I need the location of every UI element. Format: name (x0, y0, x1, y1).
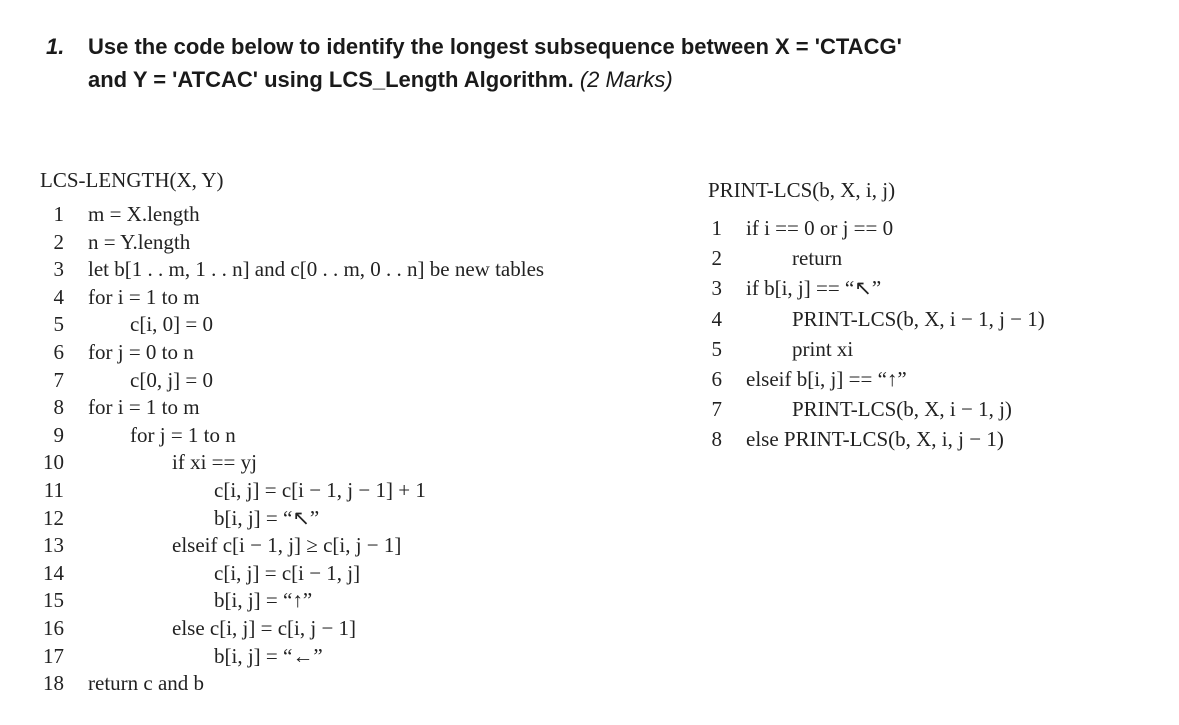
lcs-length-line (40, 257, 600, 285)
line-number: 5 (711, 336, 722, 361)
line-code: b[i, j] = “↖” (214, 505, 320, 530)
line-code: if xi == yj (172, 450, 257, 475)
line-code: elseif c[i − 1, j] ≥ c[i, j − 1] (172, 533, 402, 558)
question-number: 1. (46, 34, 65, 59)
question-line-1: Use the code below to identify the longest subsequence between X = 'CTACG' (88, 34, 902, 59)
question-line-2-text: and Y = 'ATCAC' using LCS_Length Algorithm. (88, 67, 574, 92)
line-code: m = X.length (88, 202, 200, 226)
print-lcs-title: PRINT-LCS(b, X, i, j) (708, 178, 896, 202)
lcs-length-line (40, 616, 600, 644)
line-code: n = Y.length (88, 229, 191, 254)
lcs-length-line (40, 202, 600, 230)
line-code: elseif b[i, j] == “↑” (746, 367, 907, 391)
lcs-length-line (40, 312, 600, 340)
line-code: c[0, j] = 0 (130, 367, 213, 392)
lcs-length-line (40, 671, 600, 699)
line-code: c[i, j] = c[i − 1, j] (214, 560, 361, 585)
lcs-length-title: LCS-LENGTH(X, Y) (40, 168, 224, 192)
print-lcs-line (708, 276, 1148, 304)
line-code: PRINT-LCS(b, X, i − 1, j − 1) (792, 306, 1045, 331)
line-number: 7 (53, 367, 64, 392)
lcs-length-line (40, 395, 600, 423)
line-code: for i = 1 to m (88, 395, 200, 420)
line-code: return (792, 246, 843, 271)
line-code: b[i, j] = “↑” (214, 588, 313, 613)
line-code: if i == 0 or j == 0 (746, 216, 894, 240)
line-number: 1 (711, 216, 722, 240)
line-number: 17 (43, 643, 64, 668)
line-number: 13 (43, 533, 64, 558)
lcs-length-line (40, 588, 600, 616)
line-number: 12 (43, 505, 64, 530)
line-code: PRINT-LCS(b, X, i − 1, j) (792, 397, 1012, 422)
print-lcs-line (708, 337, 1148, 365)
line-number: 8 (711, 427, 722, 452)
line-number: 18 (43, 671, 64, 696)
lcs-length-line (40, 368, 600, 396)
line-number: 6 (53, 340, 64, 364)
line-number: 11 (43, 478, 64, 502)
question-marks: (2 Marks) (579, 67, 673, 92)
line-code: for j = 1 to n (130, 422, 236, 447)
line-code: print xi (792, 336, 854, 361)
print-lcs-line (708, 246, 1148, 274)
line-number: 2 (711, 246, 722, 271)
lcs-length-line (40, 340, 600, 368)
line-code: let b[1 . . m, 1 . . n] and c[0 . . m, 0 . . n] be new tables (88, 257, 545, 282)
line-number: 14 (43, 560, 64, 585)
question-text (88, 30, 902, 96)
line-number: 2 (53, 229, 64, 254)
print-lcs-line (708, 427, 1148, 455)
line-number: 4 (711, 306, 722, 331)
line-number: 4 (53, 284, 64, 309)
lcs-length-line (40, 230, 600, 258)
lcs-length-line (40, 533, 600, 561)
line-number: 7 (711, 397, 722, 422)
line-code: b[i, j] = “←” (214, 643, 323, 668)
lcs-length-algorithm (40, 168, 600, 708)
print-lcs-line (708, 216, 1148, 244)
line-number: 16 (43, 616, 64, 640)
line-number: 3 (711, 276, 722, 301)
line-number: 10 (43, 450, 64, 475)
line-code: else c[i, j] = c[i, j − 1] (172, 616, 357, 640)
print-lcs-line (708, 397, 1148, 425)
line-code: for i = 1 to m (88, 284, 200, 309)
lcs-length-line (40, 561, 600, 589)
line-code: return c and b (88, 671, 205, 696)
line-code: c[i, j] = c[i − 1, j − 1] + 1 (214, 478, 426, 502)
line-code: if b[i, j] == “↖” (746, 276, 882, 301)
line-number: 3 (53, 257, 64, 282)
lcs-length-line (40, 506, 600, 534)
line-number: 8 (53, 395, 64, 420)
print-lcs-algorithm (708, 178, 1148, 478)
lcs-length-line (40, 285, 600, 313)
line-number: 15 (43, 588, 64, 613)
question-line-2 (88, 63, 902, 96)
lcs-length-line (40, 423, 600, 451)
lcs-length-line (40, 644, 600, 672)
line-number: 1 (53, 202, 64, 226)
print-lcs-line (708, 367, 1148, 395)
lcs-length-line (40, 450, 600, 478)
lcs-length-line (40, 478, 600, 506)
line-code: else PRINT-LCS(b, X, i, j − 1) (746, 427, 1004, 452)
print-lcs-line (708, 307, 1148, 335)
line-code: for j = 0 to n (88, 340, 194, 364)
line-number: 5 (53, 312, 64, 337)
line-number: 6 (711, 367, 722, 391)
line-number: 9 (53, 422, 64, 447)
line-code: c[i, 0] = 0 (130, 312, 213, 337)
